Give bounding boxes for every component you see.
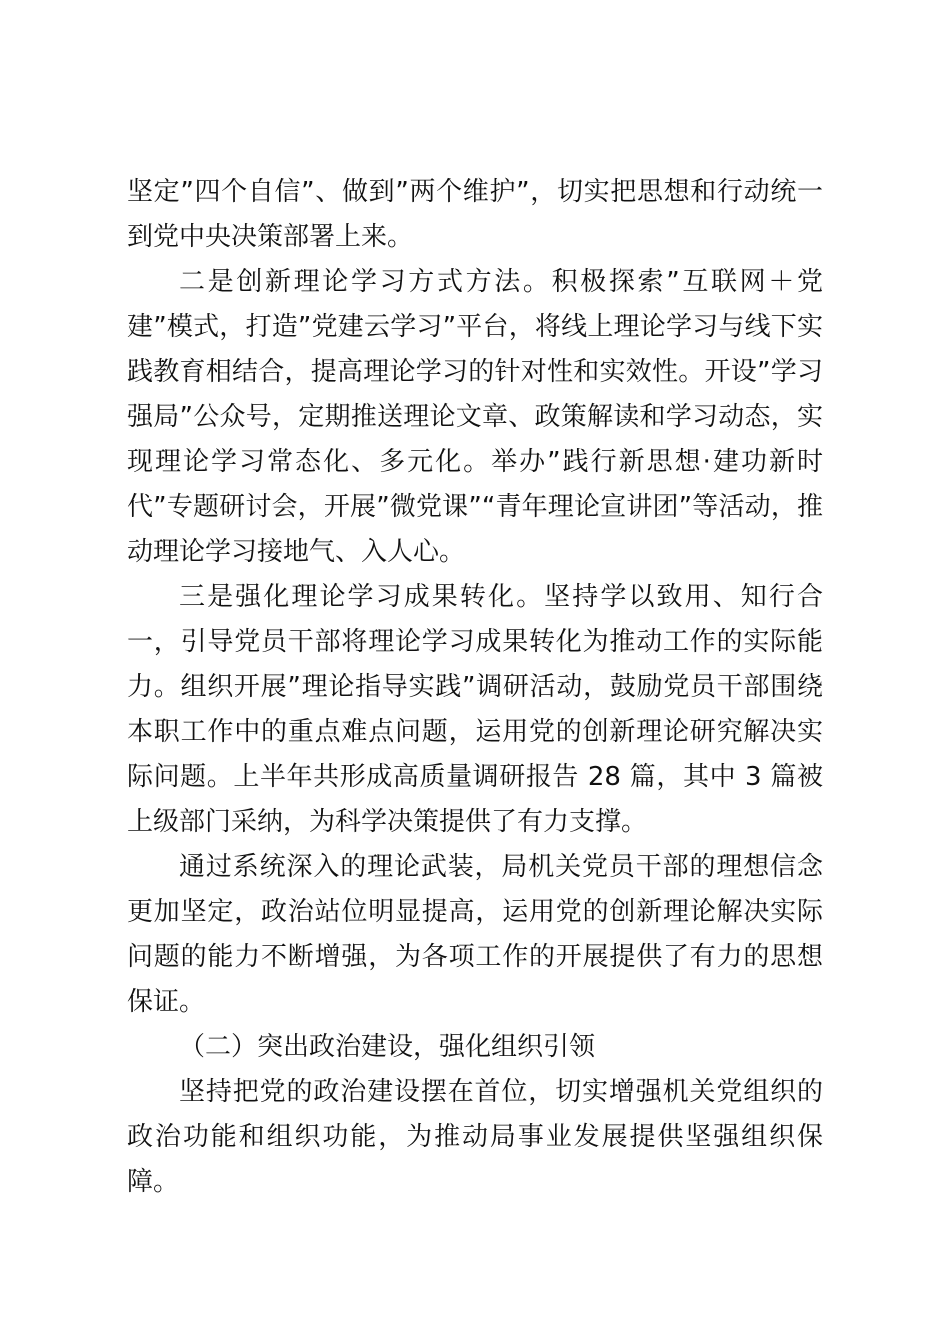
document-body bbox=[127, 170, 823, 1205]
paragraph-apply-study-results: 三是强化理论学习成果转化。坚持学以致用、知行合一，引导党员干部将理论学习成果转化为推动工作的实际能力。组织开展”理论指导实践”调研活动，鼓励党员干部围绕本职工作中的重点难点问题，运用党的创新理论研究解决实际问题。上半年共形成高质量调研报告 28 篇，其中 3 篇被上级部门采纳，为科学决策提供了有力支撑。 bbox=[127, 582, 823, 837]
paragraph-summary: 通过系统深入的理论武装，局机关党员干部的理想信念更加坚定，政治站位明显提高，运用党的创新理论解决实际问题的能力不断增强，为各项工作的开展提供了有力的思想保证。 bbox=[127, 852, 823, 1017]
paragraph-political-building: 坚持把党的政治建设摆在首位，切实增强机关党组织的政治功能和组织功能，为推动局事业发展提供坚强组织保障。 bbox=[127, 1077, 823, 1197]
section-heading: （二）突出政治建设，强化组织引领 bbox=[179, 1032, 596, 1062]
paragraph-innovate-study-methods: 二是创新理论学习方式方法。积极探索”互联网＋党建”模式，打造”党建云学习”平台，将线上理论学习与线下实践教育相结合，提高理论学习的针对性和实效性。开设”学习强局”公众号，定期推送理论文章、政策解读和学习动态，实现理论学习常态化、多元化。举办”践行新思想·建功新时代”专题研讨会，开展”微党课”“青年理论宣讲团”等活动，推动理论学习接地气、入人心。 bbox=[127, 267, 823, 567]
paragraph-continuation: 坚定”四个自信”、做到”两个维护”，切实把思想和行动统一到党中央决策部署上来。 bbox=[127, 177, 823, 252]
